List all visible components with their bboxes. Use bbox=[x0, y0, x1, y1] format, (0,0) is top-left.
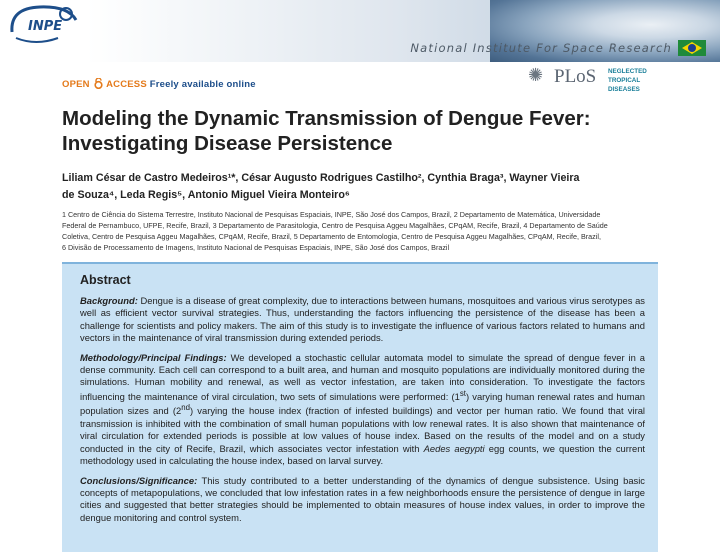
inpe-logo bbox=[6, 2, 80, 48]
journal-subtitle-line2: TROPICAL DISEASES bbox=[608, 77, 641, 94]
journal-logo bbox=[528, 64, 668, 94]
methods-text-a: We developed a stochastic cellular automata model to simulate the spread of dengue fever in a dense community. Each cell can correspond to a built area, and human and mosquito populations are individually monitored during the simulations. Human mobility and renewal, as well as vector infestation, are taken into consideration. To investigate the factors influencing the maintenance of viral circulation, two sets of simulations were performed: (1 bbox=[80, 351, 646, 402]
institute-name: National Institute For Space Research bbox=[410, 41, 672, 55]
affiliation-line-3: Coletiva, Centro de Pesquisa Aggeu Magalhães, CPqAM, Recife, Brazil, 5 Departamento de Entomologia, Centro de Pesquisa Aggeu Magalhães, CPqAM, Recife, Brazil, bbox=[62, 232, 601, 242]
methods-sup-1: st bbox=[459, 388, 466, 398]
affiliation-line-2: Federal de Pernambuco, UFPE, Recife, Brazil, 3 Departamento de Parasitologia, Centro de Pesquisa Aggeu Magalhães, CPqAM, Recife, Brazil, 4 Departamento de Saúde bbox=[62, 221, 608, 231]
journal-subtitle-line1: NEGLECTED bbox=[608, 68, 647, 75]
author-list bbox=[62, 170, 672, 203]
open-access-access: ACCESS bbox=[106, 79, 147, 90]
methods-species: Aedes aegypti bbox=[423, 442, 485, 454]
conclusions-label: Conclusions/Significance: bbox=[80, 474, 198, 486]
abstract-background bbox=[80, 295, 645, 345]
header-banner bbox=[0, 0, 720, 62]
abstract-box bbox=[62, 262, 658, 552]
affiliation-line-1: 1 Centro de Ciência do Sistema Terrestre, Instituto Nacional de Pesquisas Espaciais, INPE, São José dos Campos, Brazil, 2 Departamento de Matemática, Universidade bbox=[62, 210, 601, 219]
open-access-open: OPEN bbox=[62, 79, 90, 90]
methods-text-b: ) varying human renewal rates and human population sizes and (2 bbox=[80, 390, 645, 417]
methods-text-c: ) varying the house index (fraction of infested buildings) and vector per human ratio. We found that viral transmission is inhibited with the combination of small human populations with low renewal rates. It is also shown that maintenance of viral circulation for extended periods is possible at low values of house index. Based on the results of the model and on a study conducted in the city of Recife, Brazil, which associates vector infestation with bbox=[80, 405, 645, 454]
methods-text-d: egg counts, we question the current methodology used in calculating the house index, based on larval survey. bbox=[80, 442, 646, 467]
paper-title bbox=[62, 106, 682, 157]
affiliations bbox=[62, 209, 674, 254]
title-line-1: Modeling the Dynamic Transmission of Dengue Fever: bbox=[62, 107, 591, 130]
background-text: Dengue is a disease of great complexity, due to interactions between humans, mosquitoes and various virus serotypes as well as efficient vector survival strategies. Thus, understanding the factors influencing the persistence of the disease has been a challenge for scientists and policy makers. The aim of this study is to investigate the influence of various factors related to humans and vectors in the maintenance of viral transmission during extended periods. bbox=[80, 295, 645, 344]
conclusions-text: This study contributed to a better understanding of the dynamics of dengue subsistence. Using basic concepts of metapopulations, we concluded that low infestation rates in a few neighborhoods ensure the persistence of dengue in large cities and suggested that better strategies should be implemented to obtain measures of house index values, in order to improve the dengue monitoring and control system. bbox=[80, 474, 645, 523]
freely-available: Freely available online bbox=[149, 79, 256, 90]
open-access-badge bbox=[62, 78, 256, 90]
abstract-conclusions bbox=[80, 475, 645, 525]
authors-line-2: de Souza⁴, Leda Regis⁵, Antonio Miguel Vieira Monteiro⁶ bbox=[62, 188, 350, 201]
abstract-methods bbox=[80, 352, 645, 468]
title-line-2: Investigating Disease Persistence bbox=[62, 132, 393, 156]
methods-label: Methodology/Principal Findings: bbox=[80, 351, 227, 363]
background-label: Background: bbox=[80, 295, 138, 306]
methods-sup-2: nd bbox=[181, 403, 190, 413]
abstract-heading: Abstract bbox=[80, 273, 131, 287]
journal-name: PLoS bbox=[554, 66, 597, 87]
affiliation-line-4: 6 Divisão de Processamento de Imagens, Instituto Nacional de Pesquisas Espaciais, INPE, São José dos Campos, Brazil bbox=[62, 243, 450, 253]
brazil-flag-icon bbox=[678, 40, 706, 56]
open-lock-icon bbox=[94, 78, 103, 89]
sun-icon: ✺ bbox=[528, 65, 544, 85]
journal-subtitle bbox=[608, 67, 668, 94]
authors-line-1: Liliam César de Castro Medeiros¹*, César Augusto Rodrigues Castilho², Cynthia Braga³, Wayner Vieira bbox=[62, 172, 580, 184]
inpe-logo-text: INPE bbox=[28, 19, 63, 34]
